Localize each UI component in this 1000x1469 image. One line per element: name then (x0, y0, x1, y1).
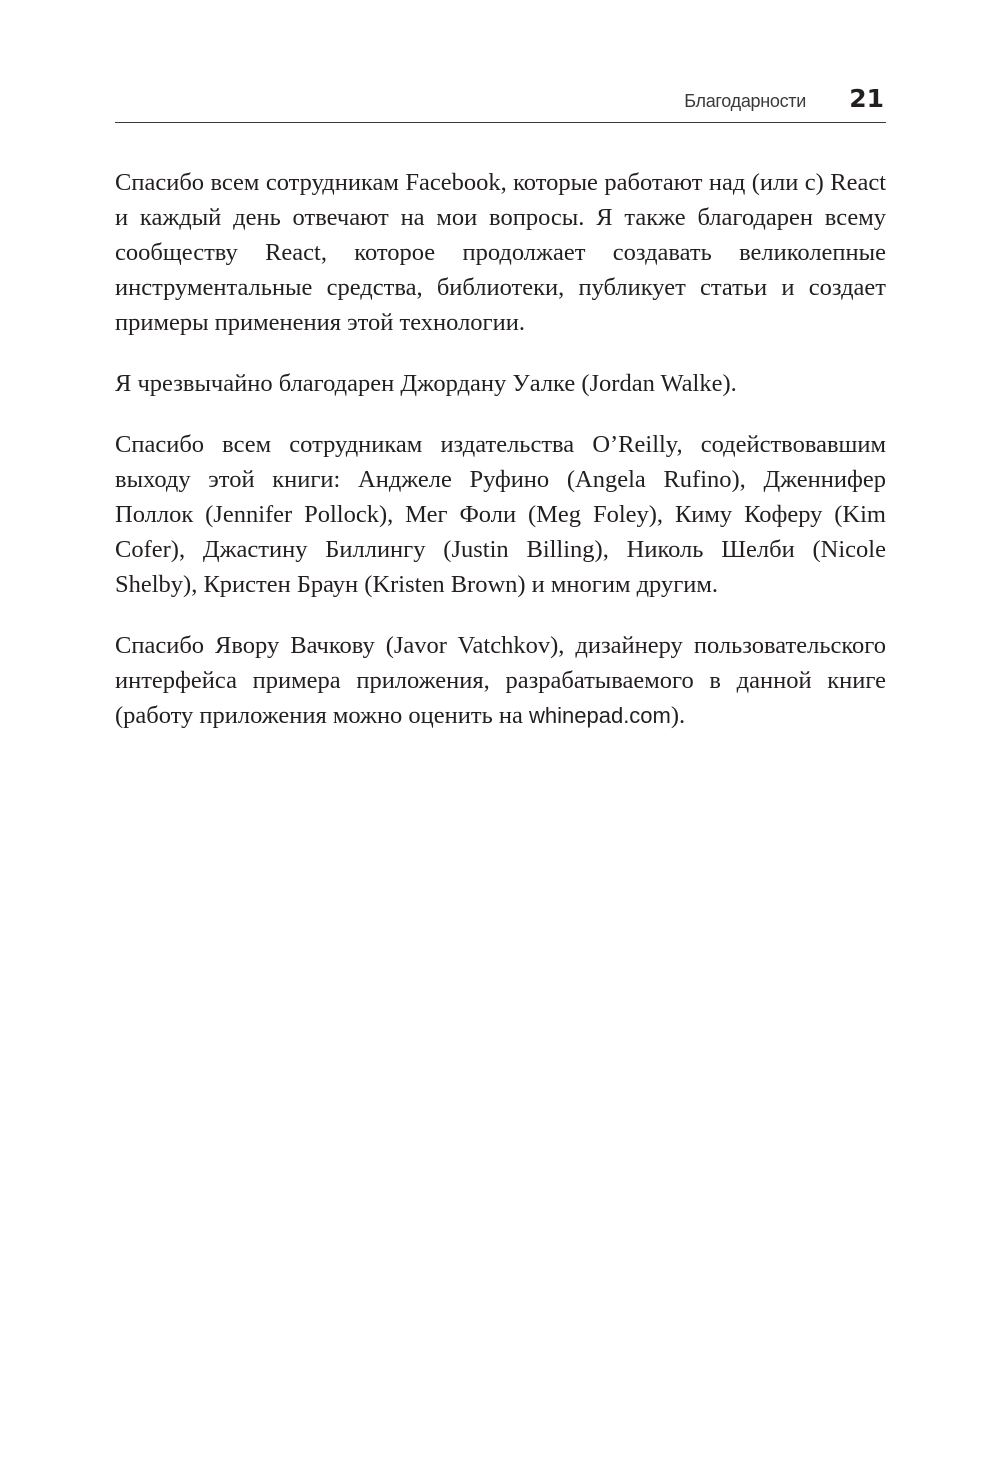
paragraph-text-end: ). (670, 702, 686, 729)
paragraph-thanks-facebook: Спасибо всем сотрудникам Facebook, которые работают над (или с) React и каждый день отвечают на мои вопросы. Я также благодарен всему сообществу React, которое продолжает создавать великолепные инструментальные средства, библиотеки, публикует статьи и создает примеры применения этой технологии. (115, 169, 886, 336)
section-title: Благодарности (684, 91, 806, 111)
body-text (115, 165, 886, 759)
paragraph-thanks-jordan-walke: Я чрезвычайно благодарен Джордану Уалке (Jordan Walke). (115, 370, 737, 397)
paragraph-text: Спасибо Явору Вачкову (Javor Vatchkov), дизайнеру пользовательского интерфейса примера приложения, разрабатываемого в данной книге (работу приложения можно оценить на (115, 632, 886, 729)
paragraph-thanks-javor-vatchkov (115, 628, 886, 733)
paragraph-thanks-oreilly: Спасибо всем сотрудникам издательства O’Reilly, содействовавшим выходу этой книги: Анджеле Руфино (Angela Rufino), Дженнифер Поллок (Jennifer Pollock), Мег Фоли (Meg Foley), Киму Коферу (Kim Cofer), Джастину Биллингу (Justin Billing), Николь Шелби (Nicole Shelby), Кристен Браун (Kristen Brown) и многим другим. (115, 431, 886, 598)
running-header (115, 82, 886, 123)
page-number: 21 (849, 84, 884, 113)
whinepad-link[interactable]: whinepad.com (529, 703, 671, 728)
